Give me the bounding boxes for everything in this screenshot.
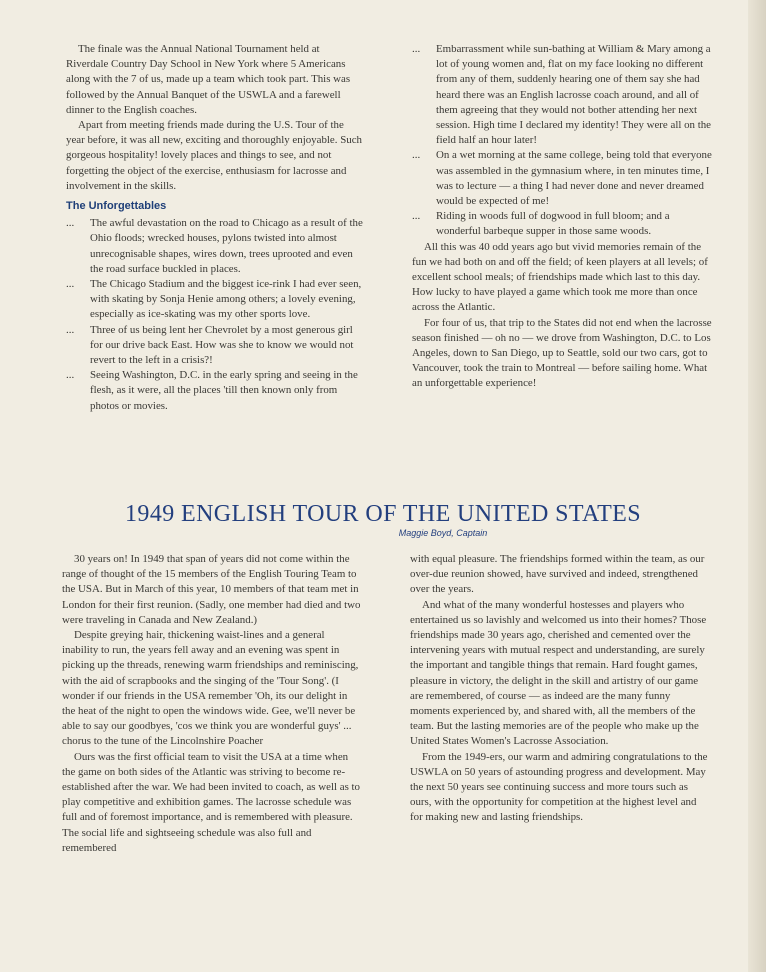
list-item-text: Riding in woods full of dogwood in full bloom; and a wonderful barbeque supper in those same woods. [436, 210, 670, 238]
page-edge-shadow [748, 0, 766, 972]
paragraph: And what of the many wonderful hostesses and players who entertained us so lavishly and welcomed us into their homes? Those friendships made 30 years ago, cherished and cemented over the intervening years with mutual respect and understanding, are surely the important and tangible things that remain. Hard fought games, pleasure in victory, the delight in the skill and artistry of our game are remembered, of course — as indeed are the many funny moments experienced by, and shared with, all the members of the team. But the lasting memories are of the people who make up the United States Women's Lacrosse Association. [410, 598, 707, 748]
list-item [412, 42, 712, 148]
paragraph: For four of us, that trip to the States did not end when the lacrosse season finished — oh no — we drove from Washington, D.C. to Los Angeles, down to San Diego, up to Seattle, sold our two cars, got to Vancouver, took the train to Montreal — before sailing home. What an unforgettable experience! [412, 316, 712, 390]
list-item-text: The Chicago Stadium and the biggest ice-rink I had ever seen, with skating by Sonja Henie among others; a lovely evening, especially as ice-skating was my other sports love. [90, 278, 362, 321]
paragraph: The finale was the Annual National Tournament held at Riverdale Country Day School in New York where 5 Americans along with the 7 of us, made up a team which took part. This was followed by the Annual Banquet of the USWLA and a farewell dinner to the English coaches. [66, 43, 351, 116]
list-item [66, 323, 364, 369]
bullet-marker: ... [412, 210, 421, 223]
list-item [66, 277, 364, 323]
list-item-text: The awful devastation on the road to Chicago as a result of the Ohio floods; wrecked houses, pylons twisted into almost unrecognisable shapes, wires down, trees uprooted and even the road surface buckled in places. [90, 217, 363, 275]
bullet-marker: ... [66, 369, 75, 382]
previous-article-left-column [66, 42, 364, 414]
bullet-marker: ... [66, 217, 75, 230]
article-right-column [410, 552, 710, 826]
article-left-column [62, 552, 362, 856]
section-subheading: The Unforgettables [66, 200, 167, 213]
list-item [412, 209, 712, 239]
unforgettables-list-continued [412, 42, 712, 240]
bullet-marker: ... [412, 149, 421, 162]
list-item [66, 368, 364, 414]
list-item-text: Seeing Washington, D.C. in the early spring and seeing in the flesh, as it were, all the places 'till then known only from photos or movies. [90, 369, 358, 412]
bullet-marker: ... [66, 323, 75, 336]
list-item-text: Embarrassment while sun-bathing at William & Mary among a lot of young women and, flat on my face looking no different from any of them, suddenly hearing one of them say she had heard there was an English lacrosse coach around, and all of them agreeing that they would not bother attending her next session. High time I declared my identity! They were all on the field half an hour later! [436, 43, 712, 147]
bullet-marker: ... [66, 278, 75, 291]
paragraph: with equal pleasure. The friendships formed within the team, as our over-due reunion showed, have survived and indeed, strengthened over the years. [410, 553, 705, 596]
paragraph: Despite greying hair, thickening waist-lines and a general inability to run, the years fell away and an evening was spent in picking up the threads, renewing warm friendships and reminiscing, with the aid of scrapbooks and the singing of the 'Tour Song'. (I wonder if our friends in the USA remember 'Oh, its our delight in the heat of the night to open the windows wide. Gee, we'll never be able to say our goodbyes, 'cos we think you are wonderful guys' ... chorus to the tune of the Lincolnshire Poacher [62, 629, 359, 748]
list-item [66, 216, 364, 277]
list-item-text: On a wet morning at the same college, being told that everyone was assembled in the gymnasium where, in ten minutes time, I was to lecture — a thing I had never done and never dreamed would be expected of me! [436, 149, 712, 208]
unforgettables-list [66, 216, 364, 414]
bullet-marker: ... [412, 43, 421, 55]
paragraph: Ours was the first official team to visit the USA at a time when the game on both sides of the Atlantic was striving to become re-established after the war. We had been invited to coach, as well as to play competitive and exhibition games. The lacrosse schedule was full and of foremost importance, and is remembered with pleasure. The social life and sightseeing schedule was also full and remembered [62, 750, 361, 854]
article-byline: Maggie Boyd, Captain [398, 528, 488, 538]
previous-article-right-column [412, 42, 712, 392]
paragraph: Apart from meeting friends made during the U.S. Tour of the year before, it was all new, exciting and thoroughly enjoyable. Such gorgeous hospitality! lovely places and things to see, and not forgetting the object of the exercise, enthusiasm for lacrosse and involvement in the skills. [66, 119, 362, 192]
paragraph: All this was 40 odd years ago but vivid memories remain of the fun we had both on and off the field; of keen players at all levels; of excellent school meals; of friendships made which last to this day. How lucky to have played a game which took me more than once across the Atlantic. [412, 240, 708, 314]
paragraph: 30 years on! In 1949 that span of years did not come within the range of thought of the 15 members of the English Touring Team to the USA. But in March of this year, 10 members of that team met in London for their first reunion. (Sadly, one member had died and two were traveling in Canada and New Zealand.) [62, 553, 361, 626]
list-item [412, 148, 712, 209]
list-item-text: Three of us being lent her Chevrolet by a most generous girl for our drive back East. How was she to know we would not revert to the left in a crisis?! [90, 323, 354, 367]
paragraph: From the 1949-ers, our warm and admiring congratulations to the USWLA on 50 years of astounding progress and development. May the next 50 years see continuing success and more tours such as ours, with the opportunity for competition at the highest level and for making new and lasting friendships. [410, 750, 708, 824]
article-title: 1949 ENGLISH TOUR OF THE UNITED STATES [125, 501, 641, 527]
